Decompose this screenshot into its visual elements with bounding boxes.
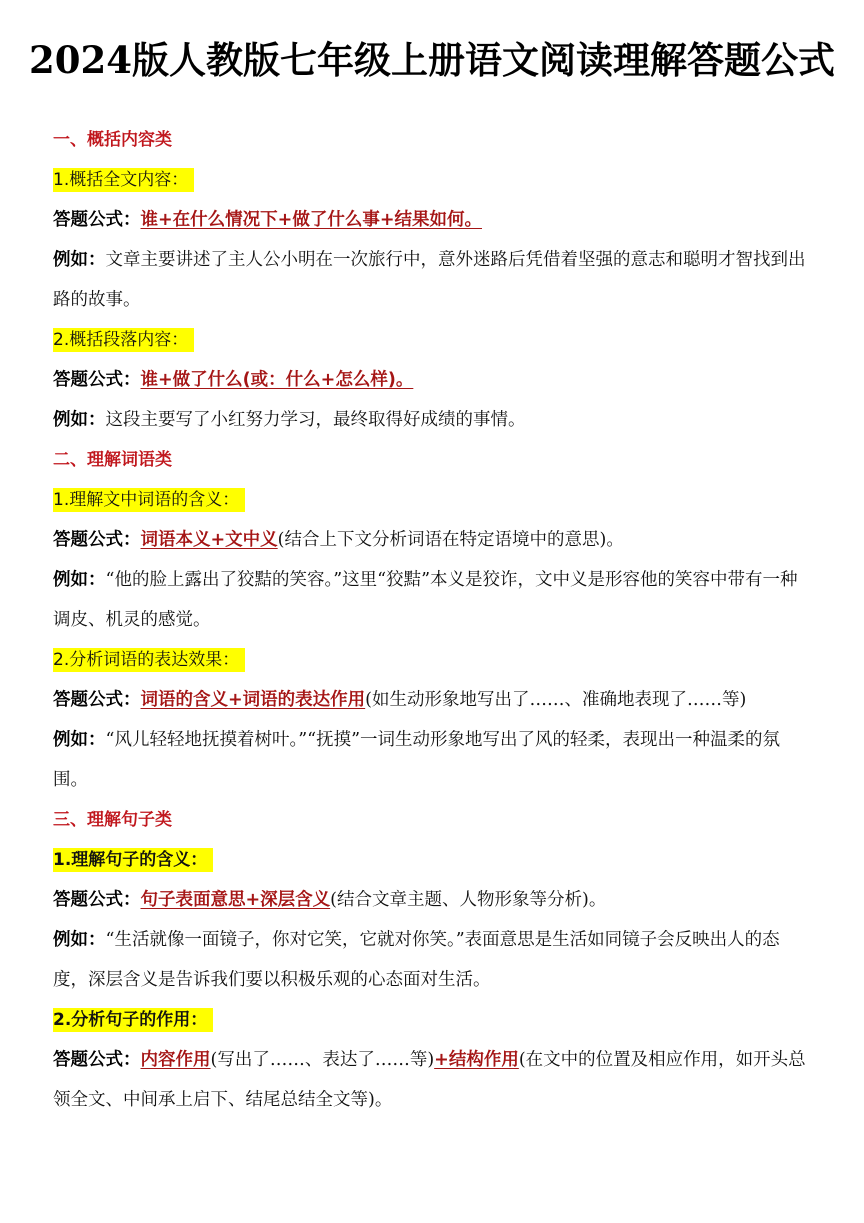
section-heading-sentences: 三、理解句子类 [53, 810, 172, 830]
formula-text: 词语本义+文中义 [140, 530, 278, 550]
formula-label: 答题公式： [53, 890, 141, 910]
formula-note: (如生动形象地写出了……、准确地表现了……等) [365, 690, 747, 710]
example-label: 例如： [53, 930, 106, 950]
formula-note-structure: (在文中的位置及相应作用，如开头总领全文、中间承上启下、结尾总结全文等)。 [53, 1050, 806, 1110]
example-text: 这段主要写了小红努力学习，最终取得好成绩的事情。 [105, 410, 526, 430]
example-paragraph [53, 400, 813, 440]
formula-text: 词语的含义+词语的表达作用 [140, 690, 366, 710]
formula-note: (结合上下文分析词语在特定语境中的意思)。 [277, 530, 624, 550]
example-paragraph [53, 720, 813, 800]
formula-note: (结合文章主题、人物形象等分析)。 [330, 890, 607, 910]
formula-label: 答题公式： [53, 370, 141, 390]
section-heading-summarize: 一、概括内容类 [53, 130, 172, 150]
example-label: 例如： [53, 730, 106, 750]
example-paragraph [53, 560, 813, 640]
example-text: 文章主要讲述了主人公小明在一次旅行中，意外迷路后凭借着坚强的意志和聪明才智找到出路的故事。 [53, 250, 806, 310]
example-label: 例如： [53, 250, 106, 270]
example-paragraph [53, 240, 813, 320]
formula-label: 答题公式： [53, 690, 141, 710]
subheading-summarize-paragraph: 2.概括段落内容： [53, 328, 194, 352]
formula-note-content: (写出了……、表达了……等) [210, 1050, 435, 1070]
subheading-summarize-full-text: 1.概括全文内容： [53, 168, 194, 192]
formula-label: 答题公式： [53, 210, 141, 230]
formula-text-structure: +结构作用 [434, 1050, 519, 1070]
formula-text: 谁+做了什么(或：什么+怎么样)。 [140, 370, 414, 390]
formula-line [53, 520, 813, 560]
subheading-sentence-meaning: 1.理解句子的含义： [53, 848, 213, 872]
example-label: 例如： [53, 410, 106, 430]
example-label: 例如： [53, 570, 106, 590]
formula-label: 答题公式： [53, 530, 141, 550]
example-paragraph [53, 920, 813, 1000]
subheading-word-effect: 2.分析词语的表达效果： [53, 648, 245, 672]
subheading-sentence-function: 2.分析句子的作用： [53, 1008, 213, 1032]
formula-line [53, 200, 813, 240]
formula-text-content: 内容作用 [140, 1050, 211, 1070]
formula-label: 答题公式： [53, 1050, 141, 1070]
formula-text: 句子表面意思+深层含义 [140, 890, 331, 910]
formula-text: 谁+在什么情况下+做了什么事+结果如何。 [140, 210, 482, 230]
formula-line [53, 360, 813, 400]
formula-line [53, 1040, 813, 1120]
example-text: “他的脸上露出了狡黠的笑容。”这里“狡黠”本义是狡诈，文中义是形容他的笑容中带有一种调皮、机灵的感觉。 [53, 570, 798, 630]
subheading-word-meaning: 1.理解文中词语的含义： [53, 488, 245, 512]
section-heading-words: 二、理解词语类 [53, 450, 172, 470]
page-title: 2024版人教版七年级上册语文阅读理解答题公式 [29, 38, 835, 82]
formula-line [53, 680, 813, 720]
document-body [53, 120, 813, 1120]
example-text: “生活就像一面镜子，你对它笑，它就对你笑。”表面意思是生活如同镜子会反映出人的态度，深层含义是告诉我们要以积极乐观的心态面对生活。 [53, 930, 780, 990]
formula-line [53, 880, 813, 920]
example-text: “风儿轻轻地抚摸着树叶。”“抚摸”一词生动形象地写出了风的轻柔，表现出一种温柔的氛围。 [53, 730, 781, 790]
